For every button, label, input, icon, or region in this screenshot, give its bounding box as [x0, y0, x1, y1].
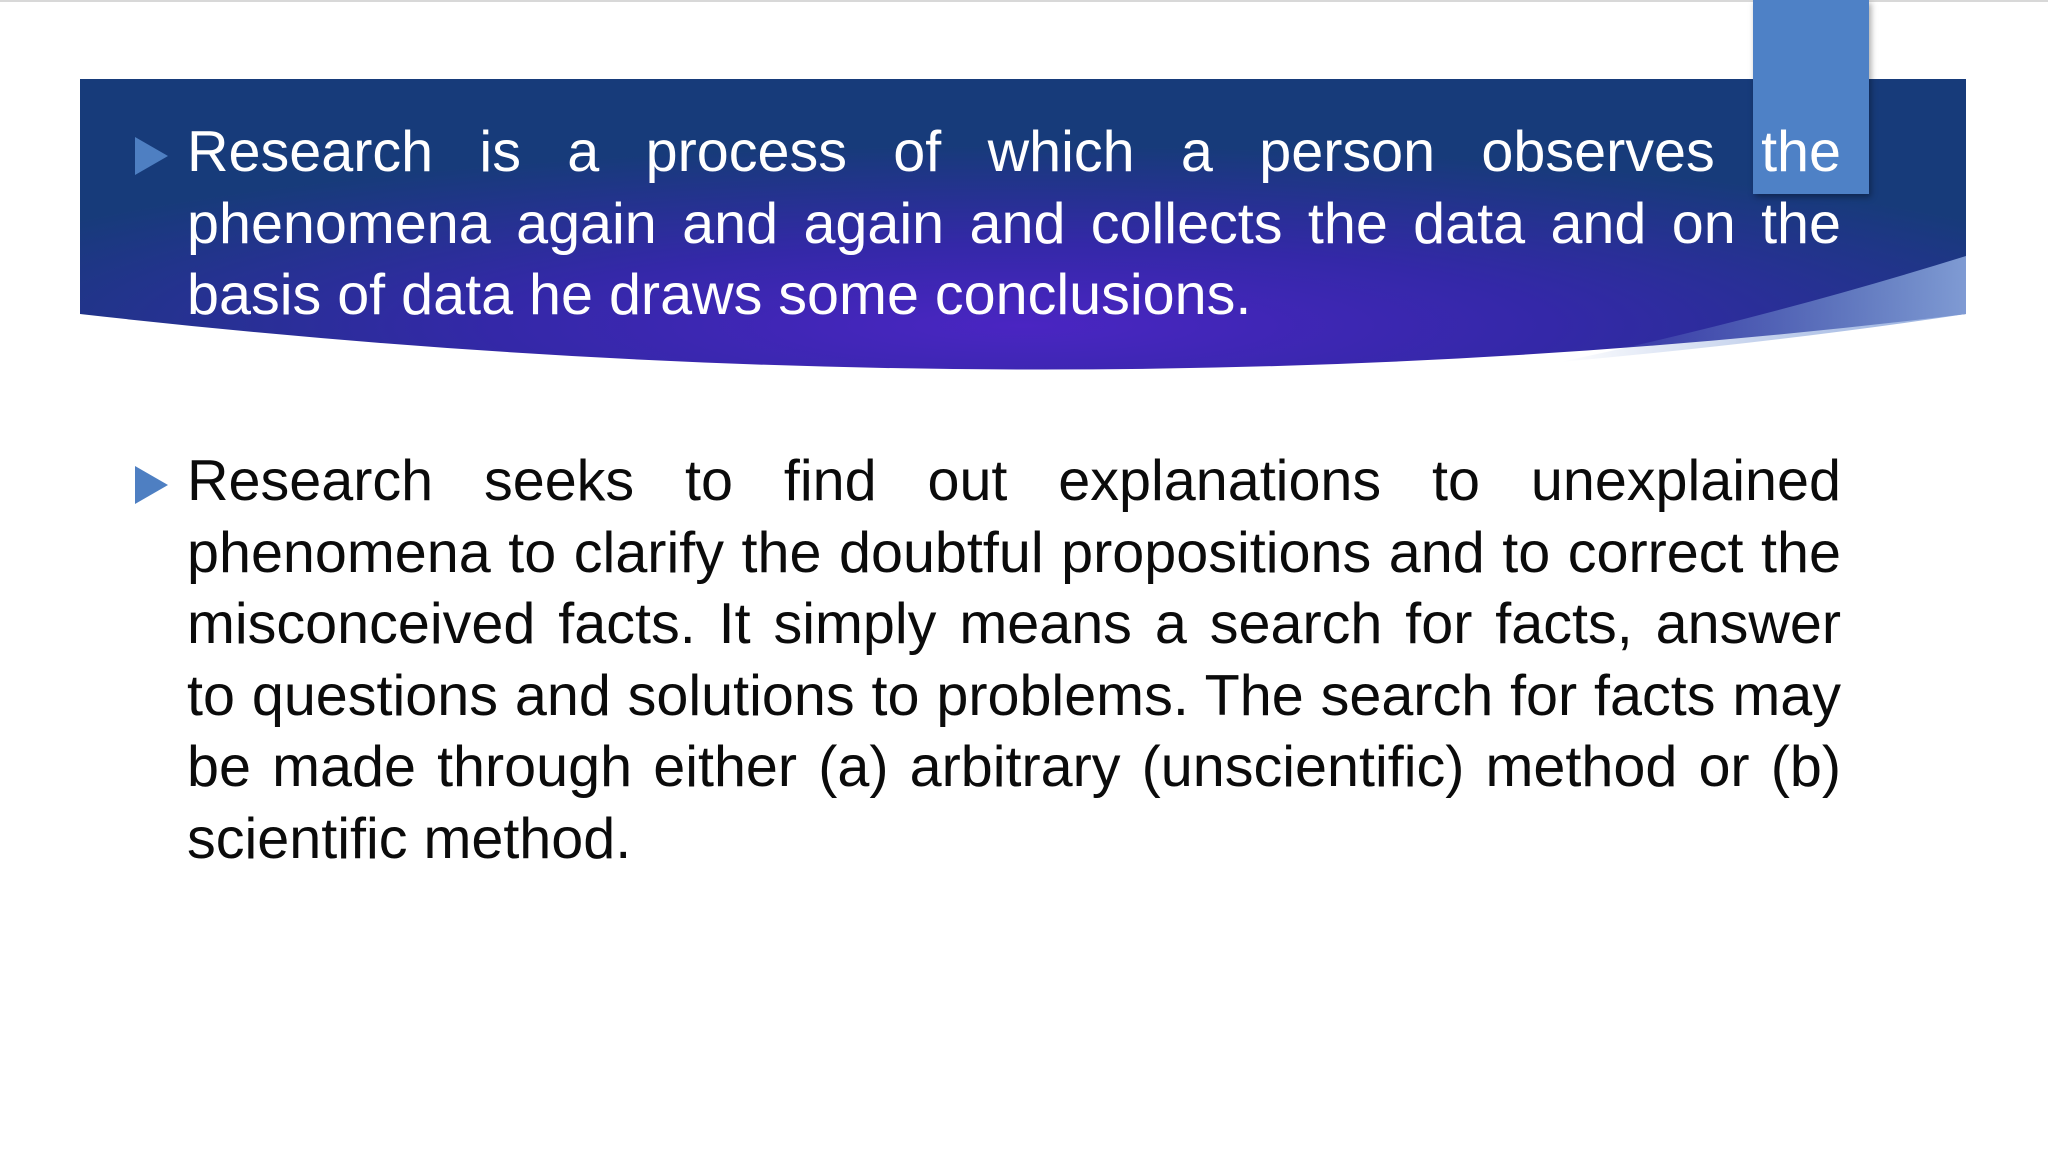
triangle-right-icon	[135, 137, 168, 175]
bullet-paragraph-1: Research is a process of which a person observes the phenomena again and again and collects the data and on the basis of data he draws some conclusions.	[187, 120, 1841, 327]
bullet-paragraph-2: Research seeks to find out explanations to unexplained phenomena to clarify the doubtful propositions and to correct the misconceived facts. It simply means a search for facts, answer to questions and solutions to problems. The search for facts may be made through either (a) arbitrary (unscientific) method or (b) scientific method.	[187, 449, 1841, 871]
triangle-right-icon	[135, 466, 168, 504]
